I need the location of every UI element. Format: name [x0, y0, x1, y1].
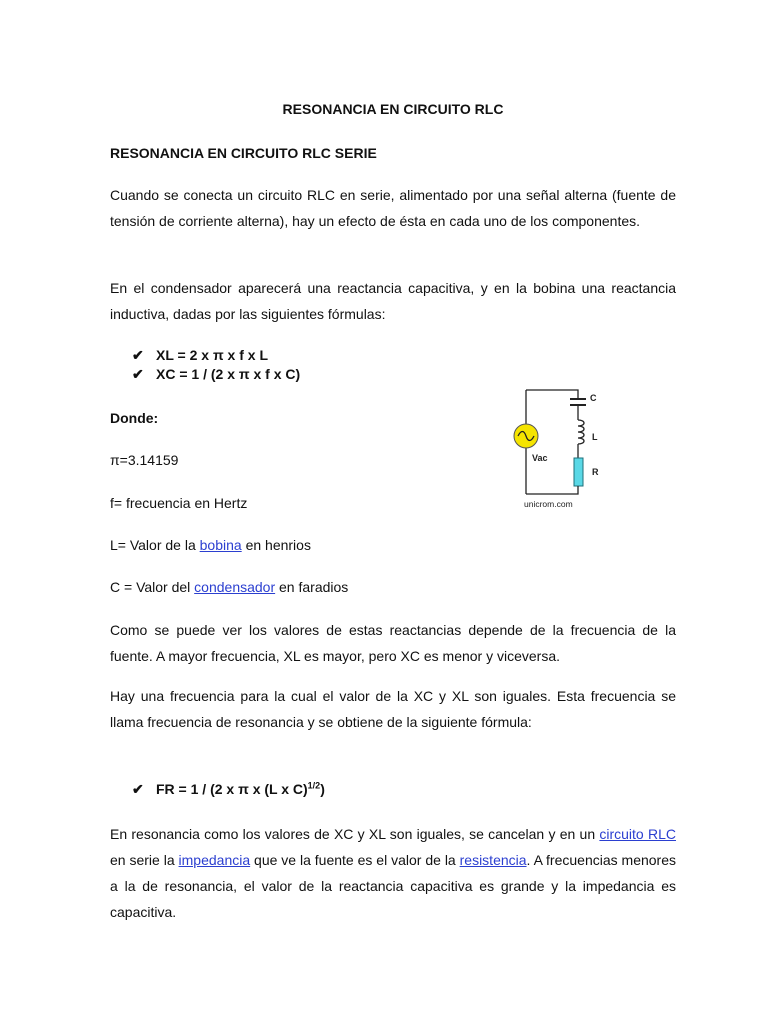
paragraph-resonance: Hay una frecuencia para la cual el valor de la XC y XL son iguales. Esta frecuencia se llama frecuencia de resonancia y se obtiene de la siguiente fórmula: [110, 688, 676, 730]
checkmark-icon: ✔ [132, 347, 144, 363]
resistencia-link[interactable]: resistencia [459, 852, 527, 868]
capacitor-plates [570, 399, 586, 405]
bobina-link[interactable]: bobina [199, 537, 242, 553]
p5-text-b: en serie la [110, 852, 179, 868]
impedancia-link[interactable]: impedancia [178, 852, 251, 868]
l-prefix: L= Valor de la [110, 537, 200, 553]
credit-text: unicrom.com [524, 499, 573, 509]
circuito-rlc-link[interactable]: circuito RLC [599, 826, 676, 842]
label-l: L [592, 432, 598, 442]
c-prefix: C = Valor del [110, 579, 195, 595]
condensador-link[interactable]: condensador [194, 579, 276, 595]
p5-text-d: . A frecuencias menores a la de resonancia, el valor de la reactancia capacitiva es grande y la impedancia es capacitiva. [110, 852, 676, 920]
l-suffix: en henrios [241, 537, 311, 553]
rlc-circuit-diagram [508, 384, 618, 514]
paragraph-intro: Cuando se conecta un circuito RLC en serie, alimentado por una señal alterna (fuente de tensión de corriente alterna), hay un efecto de ésta en cada uno de los componentes. [110, 187, 676, 229]
checkmark-icon: ✔ [132, 781, 144, 797]
f-definition: f= frecuencia en Hertz [110, 495, 248, 511]
paragraph-frequency-dependence: Como se puede ver los valores de estas reactancias depende de la frecuencia de la fuente. A mayor frecuencia, XL es mayor, pero XC es menor y viceversa. [110, 622, 676, 664]
c-definition [110, 579, 348, 595]
label-r: R [592, 467, 599, 477]
paragraph-at-resonance [110, 821, 676, 925]
l-definition [110, 537, 311, 553]
formula-fr: FR = 1 / (2 x π x (L x C) [156, 781, 308, 797]
formula-xc: XC = 1 / (2 x π x f x C) [156, 366, 301, 382]
formula-xc-item [132, 366, 300, 383]
label-c: C [590, 393, 597, 403]
c-suffix: en faradios [275, 579, 349, 595]
formula-fr-exponent: 1/2 [307, 780, 321, 791]
inductor-coil [578, 420, 584, 444]
label-vac: Vac [532, 453, 548, 463]
formula-fr-item [132, 781, 325, 798]
pi-definition: π=3.14159 [110, 452, 179, 468]
resistor-body [574, 458, 583, 486]
wire-bottom [526, 486, 578, 494]
section-heading: RESONANCIA EN CIRCUITO RLC SERIE [110, 145, 377, 161]
formula-xl: XL = 2 x π x f x L [156, 347, 269, 363]
page-title: RESONANCIA EN CIRCUITO RLC [282, 101, 504, 117]
paragraph-reactances: En el condensador aparecerá una reactancia capacitiva, y en la bobina una reactancia inductiva, dadas por las siguientes fórmulas: [110, 280, 676, 322]
donde-label: Donde: [110, 410, 159, 426]
wire-top [526, 390, 578, 398]
p5-text-a: En resonancia como los valores de XC y XL son iguales, se cancelan y en un [110, 826, 600, 842]
p5-text-c: que ve la fuente es el valor de la [250, 852, 460, 868]
formula-fr-close: ) [320, 781, 325, 797]
formula-xl-item [132, 347, 268, 364]
checkmark-icon: ✔ [132, 366, 144, 382]
